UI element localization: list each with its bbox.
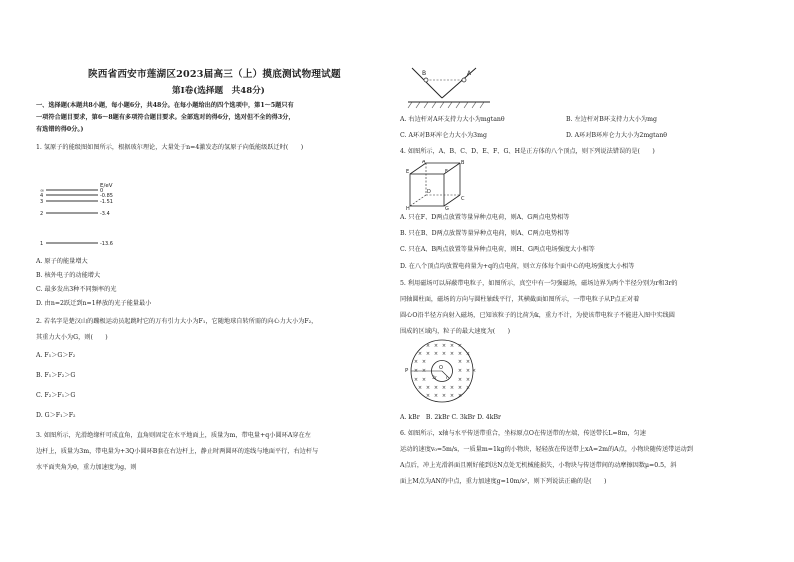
svg-text:×: × — [425, 385, 431, 391]
q1-option-a: A. 原子的能量增大 — [36, 258, 88, 265]
q3-v-rod-figure — [406, 64, 496, 110]
svg-text:×: × — [457, 368, 463, 374]
svg-text:×: × — [465, 385, 471, 391]
q2-stem-line-1: 2. 若名字是楚汉山的蹦极运动员起跳时它的万有引力大小为F₁，它随地球自转所需的向心力大小为F₂， — [36, 318, 318, 325]
q5-stem-line-4: 围成的区域内，粒子的最大速度为( ) — [400, 328, 511, 335]
label-b: B — [422, 70, 427, 77]
section-subtitle: 第Ⅰ卷(选择题 共48分) — [172, 86, 265, 96]
q4-stem: 4. 如图所示，A、B、C、D、E、F、G、H是正方体的八个顶点，则下列说法错误的是( ) — [400, 148, 655, 155]
q5-stem-line-1: 5. 利用磁场可以屏蔽带电粒子，如图所示，真空中有一匀强磁场，磁场边界为两个半径分别为r和3r的 — [400, 280, 678, 287]
svg-text:×: × — [449, 385, 455, 391]
q3-option-a: A. 右边杆对A环支持力大小为mgtanθ — [400, 116, 505, 123]
cube-label-e: E — [406, 169, 410, 175]
q6-stem-line-2: 运动的速度v₀=5m/s，一质量m=1kg的小物块，轻轻放在传送带上xA=2m的A点，小物块随传送带运动到 — [400, 446, 693, 453]
level-e-label: 0 — [100, 188, 104, 194]
q5-magnetic-field-figure — [402, 338, 482, 404]
svg-text:×: × — [465, 359, 471, 365]
q5-stem-line-3: 圆心O沿半径方向射入磁场，已知该粒子的比荷为k，重力不计，为使该带电粒子不能进入图中实线圆 — [400, 312, 675, 319]
section1-line-3: 有选错的得0分。) — [36, 126, 84, 133]
q2-option-d: D. G＞F₁＞F₂ — [36, 412, 76, 419]
level-2 — [40, 211, 110, 217]
label-o: O — [439, 365, 443, 371]
q2-option-b: B. F₁＞F₂＞G — [36, 372, 76, 379]
svg-text:×: × — [465, 351, 471, 357]
svg-text:×: × — [441, 385, 447, 391]
svg-text:×: × — [433, 393, 439, 399]
level-3 — [40, 199, 113, 205]
svg-text:×: × — [413, 377, 419, 383]
label-r: r — [446, 376, 448, 381]
q4-option-b: B. 只在B、D两点放置等量异种点电荷，则A、C两点电势相等 — [400, 230, 570, 237]
q3-stem-line-1: 3. 如图所示，光滑绝缘杆可成直角，直角则固定在水平地面上，质量为m，带电量+q小圆环A穿在左 — [36, 432, 311, 439]
q5-stem-line-2: 同轴圆柱面，磁场的方向与圆柱轴线平行，其横截面如图所示，一带电粒子从P点正对着 — [400, 296, 640, 303]
svg-text:×: × — [441, 343, 447, 349]
svg-text:×: × — [449, 351, 455, 357]
svg-text:×: × — [413, 359, 419, 365]
q6-stem-line-1: 6. 如图所示，x轴与水平传送带重合，坐标原点O在传送带的左端，传送带长L=8m，匀速 — [400, 430, 646, 437]
energy-axis-label: E/eV — [100, 183, 113, 189]
svg-text:×: × — [465, 377, 471, 383]
svg-text:×: × — [457, 393, 463, 399]
energy-level-diagram — [40, 180, 140, 262]
level-n-label: 2 — [40, 211, 44, 217]
q2-option-c: C. F₂＞F₁＞G — [36, 392, 76, 399]
q1-option-d: D. 由n=2跃迁到n=1释放的光子能量最小 — [36, 300, 152, 307]
cube-label-c: C — [461, 196, 465, 202]
q5-answers: A. kBr B. 2kBr C. 3kBr D. 4kBr — [400, 414, 501, 421]
q2-stem-line-2: 其重力大小为G，则( ) — [36, 334, 108, 341]
level-1 — [40, 241, 113, 247]
svg-text:×: × — [433, 343, 439, 349]
q2-option-a: A. F₁＞G＞F₂ — [36, 352, 76, 359]
svg-text:×: × — [449, 343, 455, 349]
svg-text:×: × — [457, 385, 463, 391]
q4-option-d: D. 在八个顶点均放置电荷量为+q的点电荷，则立方体每个面中心的电场强度大小相等 — [400, 263, 635, 270]
svg-text:×: × — [417, 351, 423, 357]
cube-label-b: B — [461, 160, 465, 166]
q1-option-b: B. 核外电子的动能增大 — [36, 272, 101, 279]
q4-cube-figure — [406, 160, 466, 210]
q1-stem: 1. 氢原子的能级图如图所示，根据玻尔理论，大量处于n=4激发态的氢原子向低能级跃迁时( ) — [36, 144, 304, 151]
svg-text:×: × — [471, 368, 477, 374]
svg-text:×: × — [457, 351, 463, 357]
level-n-label: 3 — [40, 199, 44, 205]
svg-text:×: × — [465, 368, 471, 374]
q3-option-c: C. A环对B环库仑力大小为3mg — [400, 132, 487, 139]
svg-text:×: × — [425, 393, 431, 399]
cube-label-h: H — [406, 206, 410, 210]
svg-text:×: × — [441, 351, 447, 357]
svg-text:×: × — [421, 359, 427, 365]
q4-option-a: A. 只在F、D两点放置等量异种点电荷，则A、G两点电势相等 — [400, 214, 570, 221]
level-e-label: -13.6 — [100, 241, 113, 247]
svg-text:×: × — [421, 377, 427, 383]
page-title: 陕西省西安市莲湖区2023届高三（上）摸底测试物理试题 — [88, 69, 341, 80]
svg-text:×: × — [457, 343, 463, 349]
svg-text:×: × — [425, 343, 431, 349]
svg-text:×: × — [421, 368, 427, 374]
svg-text:×: × — [449, 393, 455, 399]
q3-stem-line-3: 水平面夹角为θ，重力加速度为g，则 — [36, 464, 137, 471]
label-p: P — [405, 368, 409, 374]
svg-text:×: × — [433, 351, 439, 357]
svg-text:×: × — [457, 359, 463, 365]
q1-option-c: C. 最多发出3种不同频率的光 — [36, 286, 117, 293]
level-inf — [40, 188, 103, 194]
section1-line-1: 一、选择题(本题共8小题，每小题6分，共48分。在每小题给出的四个选项中，第1～5题只有 — [36, 102, 294, 109]
svg-text:×: × — [413, 368, 419, 374]
cube-label-a: A — [422, 160, 426, 165]
cube-label-d: D — [427, 189, 431, 195]
level-e-label: -3.4 — [100, 211, 110, 217]
label-3r: 3r — [432, 376, 437, 381]
svg-text:×: × — [417, 385, 423, 391]
cube-label-g: G — [445, 206, 449, 210]
q3-option-b: B. 左边杆对B环支持力大小为mg — [566, 116, 657, 123]
level-n-label: 4 — [40, 193, 44, 199]
level-n-label: ∞ — [40, 188, 45, 194]
svg-text:×: × — [441, 393, 447, 399]
section1-line-2: 一项符合题目要求，第6～8题有多项符合题目要求。全部选对的得6分，选对但不全的得3分， — [36, 114, 295, 121]
level-e-label: -0.85 — [100, 193, 113, 199]
svg-text:×: × — [457, 377, 463, 383]
svg-text:×: × — [425, 351, 431, 357]
q6-stem-line-4: 面上M点为AN的中点，重力加速度g=10m/s²，则下列说法正确的是( ) — [400, 478, 607, 485]
q4-option-c: C. 只在A、B两点放置等量异种点电荷，则H、G两点电场强度大小相等 — [400, 246, 595, 253]
label-a: A — [467, 70, 472, 77]
q3-option-d: D. A环对B环库仑力大小为2mgtanθ — [566, 132, 668, 139]
level-e-label: -1.51 — [100, 199, 113, 205]
q3-stem-line-2: 边杆上，质量为3m，带电量为+3Q小圆环B套在右边杆上，静止时两圆环的连线与地面平行，右边杆与 — [36, 448, 319, 455]
svg-text:×: × — [433, 385, 439, 391]
q6-stem-line-3: A点后，冲上光滑斜面且刚好能到达N点处无机械能损失，小物块与传送带间的动摩擦因数μ=0.5，斜 — [400, 462, 677, 469]
level-n-label: 1 — [40, 241, 44, 247]
cube-label-f: F — [445, 169, 448, 175]
